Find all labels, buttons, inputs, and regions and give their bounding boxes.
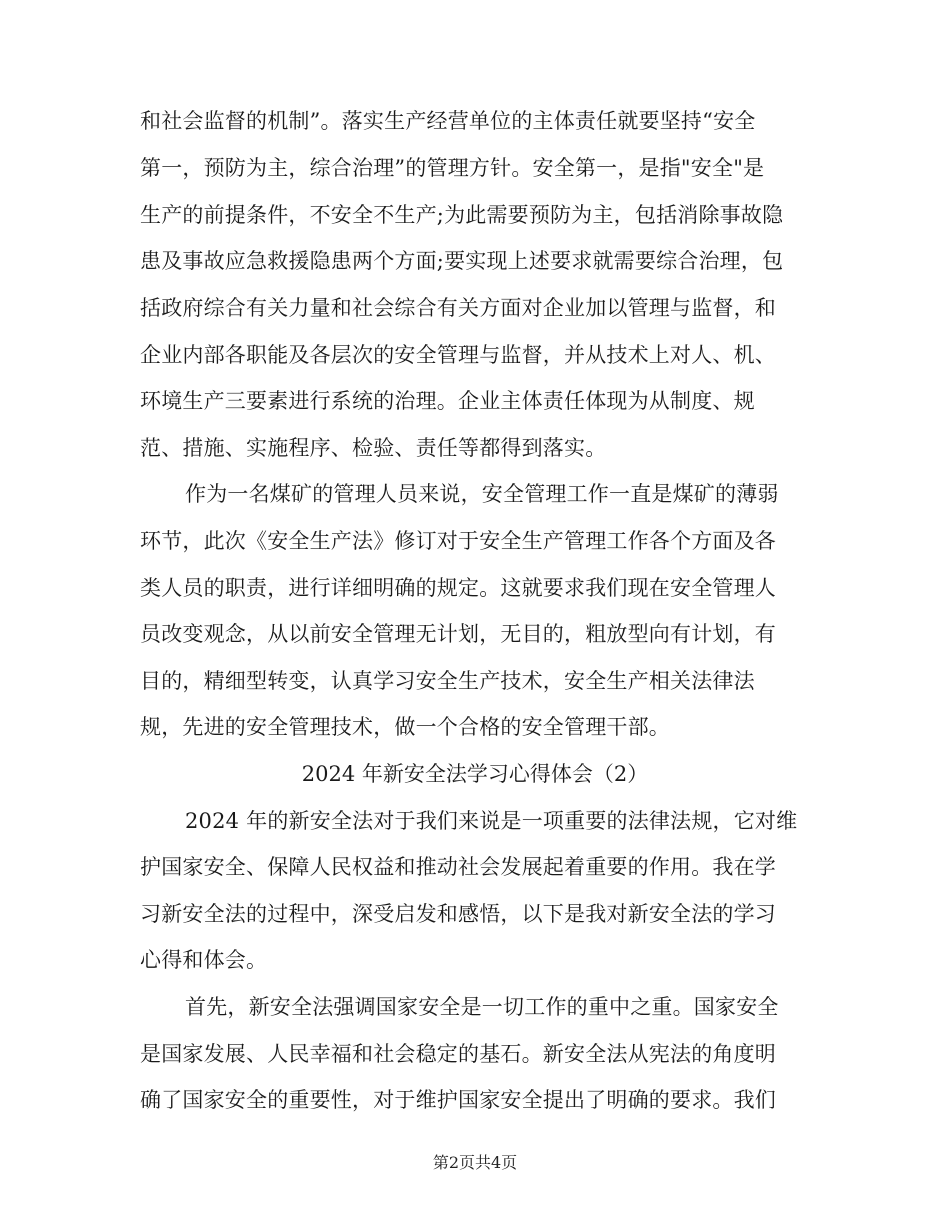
text-line: 是国家发展、人民幸福和社会稳定的基石。新安全法从宪法的角度明 [140,1042,776,1066]
text-line: 环节，此次《安全生产法》修订对于安全生产管理工作各个方面及各 [140,529,776,553]
text-line: 患及事故应急救援隐患两个方面;要实现上述要求就需要综合治理，包 [140,249,784,273]
text-line: 目的，精细型转变，认真学习安全生产技术，安全生产相关法律法 [140,669,755,693]
page-number-footer: 第2页共4页 [432,1153,518,1172]
text-line: 确了国家安全的重要性，对于维护国家安全提出了明确的要求。我们 [140,1088,776,1112]
text-line: 护国家安全、保障人民权益和推动社会发展起着重要的作用。我在学 [140,855,776,879]
text-line: 和社会监督的机制”。落实生产经营单位的主体责任就要坚持“安全 [140,109,756,133]
text-line: 心得和体会。 [140,948,268,972]
text-line: 类人员的职责，进行详细明确的规定。这就要求我们现在安全管理人 [140,576,776,600]
text-line: 作为一名煤矿的管理人员来说，安全管理工作一直是煤矿的薄弱 [185,482,779,506]
text-line: 范、措施、实施程序、检验、责任等都得到落实。 [140,436,607,460]
section-title: 2024 年新安全法学习心得体会（2） [301,762,649,786]
text-line: 规，先进的安全管理技术，做一个合格的安全管理干部。 [140,715,670,739]
text-line: 生产的前提条件，不安全不生产;为此需要预防为主，包括消除事故隐 [140,203,784,227]
text-line: 企业内部各职能及各层次的安全管理与监督，并从技术上对人、机、 [140,343,776,367]
text-line: 环境生产三要素进行系统的治理。企业主体责任体现为从制度、规 [140,389,755,413]
text-line: 首先，新安全法强调国家安全是一切工作的重中之重。国家安全 [185,995,779,1019]
text-line: 习新安全法的过程中，深受启发和感悟，以下是我对新安全法的学习 [140,902,776,926]
text-line: 第一，预防为主，综合治理”的管理方针。安全第一，是指"安全"是 [140,156,765,180]
text-line: 2024 年的新安全法对于我们来说是一项重要的法律法规，它对维 [185,809,798,833]
text-line: 员改变观念，从以前安全管理无计划，无目的，粗放型向有计划，有 [140,622,776,646]
text-line: 括政府综合有关力量和社会综合有关方面对企业加以管理与监督，和 [140,296,776,320]
